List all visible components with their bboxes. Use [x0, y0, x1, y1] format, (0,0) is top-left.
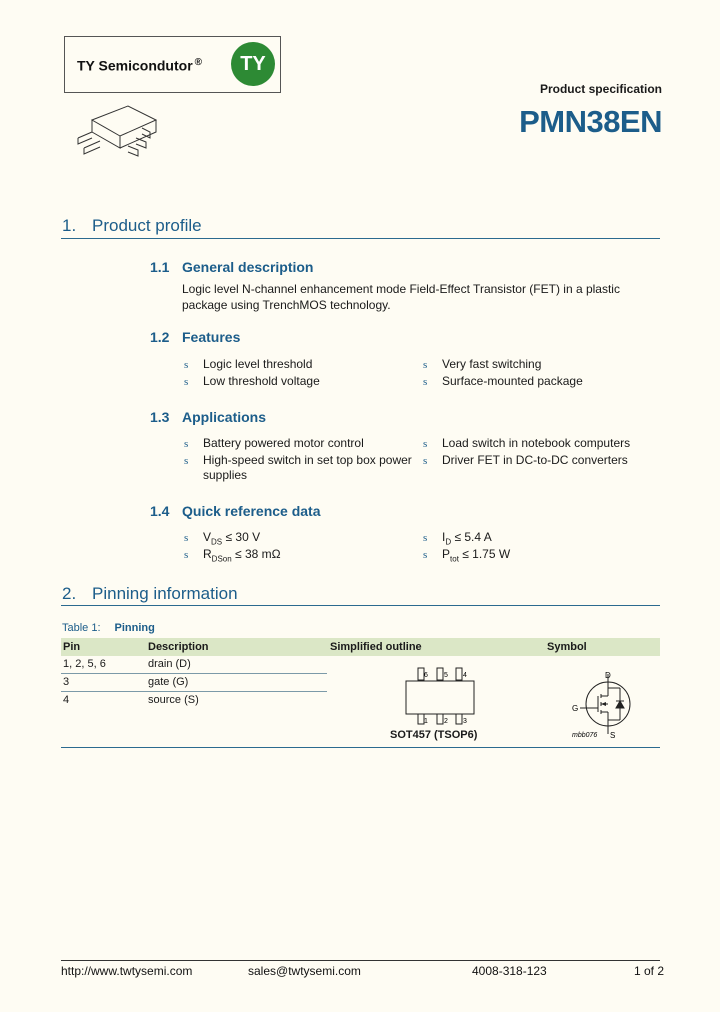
- source-label: S: [610, 731, 616, 740]
- section-1-heading: 1. Product profile: [62, 216, 202, 235]
- section-1-rule: [61, 238, 660, 239]
- footer-email[interactable]: sales@twtysemi.com: [248, 964, 361, 978]
- table-caption: Table 1: Pinning: [62, 622, 155, 634]
- general-description-heading: 1.1 General description: [150, 259, 314, 275]
- column-header: Pin: [63, 641, 81, 653]
- row-divider: [61, 673, 327, 674]
- bullet-icon: s: [184, 455, 189, 467]
- footer-rule: [61, 960, 660, 961]
- sot457-outline-drawing: [400, 666, 480, 726]
- package-name: SOT457 (TSOP6): [390, 729, 478, 741]
- pkg-pin-1: 1: [424, 718, 428, 725]
- symbol-code: mbb076: [572, 732, 598, 739]
- feature-item: s Low threshold voltage: [184, 374, 320, 388]
- quickref-vds: s $V_{DS} \le 30$ V: [184, 530, 261, 547]
- table-cell-description: drain (D): [148, 658, 191, 670]
- page-number: 1 of 2: [634, 964, 665, 978]
- pkg-pin-4: 4: [463, 672, 467, 679]
- pinning-table-header: [61, 638, 660, 656]
- quick-reference-heading: 1.4 Quick reference data: [150, 503, 321, 519]
- gate-label: G: [572, 704, 579, 713]
- row-divider: [61, 691, 327, 692]
- table-bottom-rule: [61, 747, 660, 748]
- column-header: Simplified outline: [330, 641, 422, 653]
- company-name: TY Semicondutor ®: [77, 57, 203, 74]
- general-description-text: Logic level N-channel enhancement mode Field-Effect Transistor (FET) in a plastic package using TrenchMOS technology.: [182, 282, 620, 312]
- bullet-icon: s: [184, 438, 189, 450]
- bullet-icon: s: [423, 359, 428, 371]
- quickref-rdson: s $R_{DSon} \le 38$ mΩ: [184, 547, 281, 564]
- document-type: Product specification: [539, 82, 662, 96]
- footer-phone: 4008-318-123: [472, 964, 547, 978]
- pkg-pin-5: 5: [444, 672, 448, 679]
- features-heading: 1.2 Features: [150, 329, 241, 345]
- application-item: s Load switch in notebook computers: [423, 436, 631, 450]
- bullet-icon: s: [423, 455, 428, 467]
- part-number: PMN38EN: [519, 104, 662, 139]
- table-cell-description: source (S): [148, 694, 199, 706]
- application-item: s Driver FET in DC-to-DC converters: [423, 453, 628, 467]
- feature-item: s Very fast switching: [423, 357, 542, 371]
- section-2-heading: 2. Pinning information: [62, 584, 238, 603]
- pkg-pin-6: 6: [424, 672, 428, 679]
- table-cell-pin: 3: [63, 676, 70, 688]
- applications-heading: 1.3 Applications: [150, 409, 267, 425]
- table-cell-description: gate (G): [148, 676, 189, 688]
- column-header: Symbol: [547, 641, 587, 653]
- mosfet-symbol-drawing: [570, 668, 640, 740]
- bullet-icon: s: [184, 549, 189, 561]
- bullet-icon: s: [423, 549, 428, 561]
- ty-logo-mark: TY: [231, 42, 275, 86]
- bullet-icon: s: [184, 376, 189, 388]
- package-3d-drawing: [70, 98, 160, 164]
- feature-item: s Logic level threshold: [184, 357, 313, 371]
- company-logo-box: [64, 36, 281, 93]
- quickref-ptot: s $P_{tot} \le 1.75$ W: [423, 547, 511, 564]
- pkg-pin-2: 2: [444, 718, 448, 725]
- bullet-icon: s: [184, 359, 189, 371]
- pkg-pin-3: 3: [463, 718, 467, 725]
- table-cell-pin: 1, 2, 5, 6: [63, 658, 106, 670]
- application-item: s Battery powered motor control: [184, 436, 364, 450]
- application-item: s High-speed switch in set top box power supplies: [184, 453, 412, 482]
- footer-url[interactable]: http://www.twtysemi.com: [61, 964, 193, 978]
- table-cell-pin: 4: [63, 694, 70, 706]
- bullet-icon: s: [423, 376, 428, 388]
- bullet-icon: s: [423, 532, 428, 544]
- section-2-rule: [61, 605, 660, 606]
- feature-item: s Surface-mounted package: [423, 374, 583, 388]
- column-header: Description: [148, 641, 209, 653]
- drain-label: D: [605, 671, 611, 680]
- quickref-id: s $I_D \le 5.4$ A: [423, 530, 492, 547]
- bullet-icon: s: [423, 438, 428, 450]
- bullet-icon: s: [184, 532, 189, 544]
